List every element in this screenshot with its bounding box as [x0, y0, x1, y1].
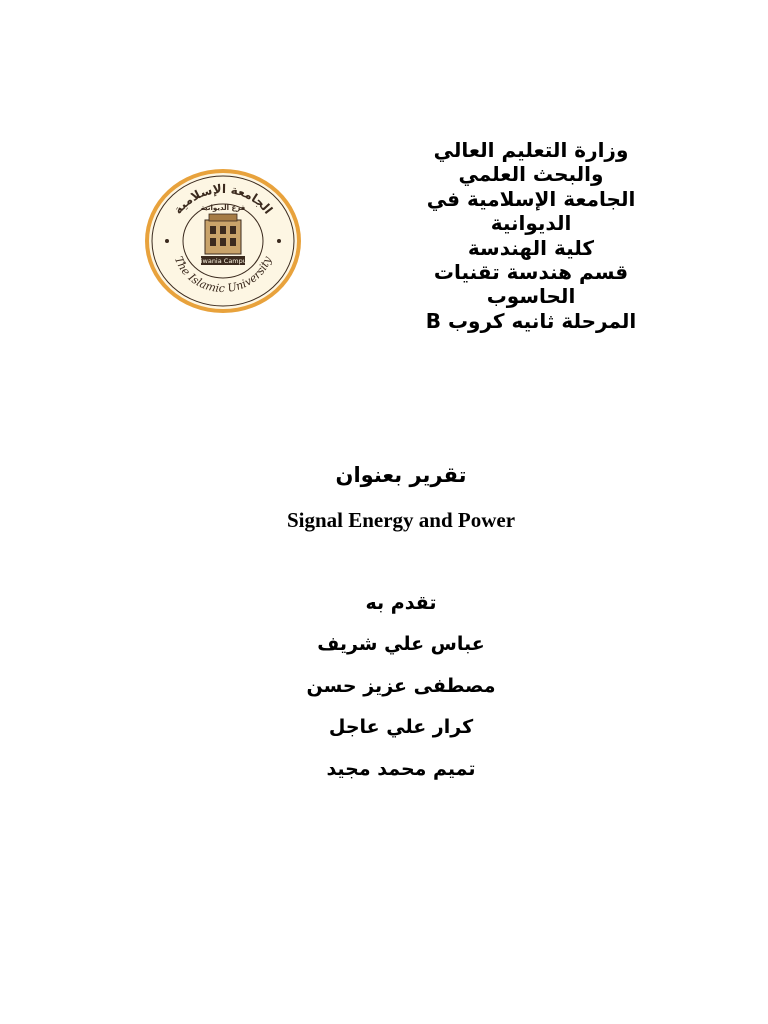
author-name-2: مصطفى عزيز حسن [306, 675, 496, 697]
university-line-2: الديوانية [490, 211, 572, 236]
university-line-1: الجامعة الإسلامية في [426, 186, 636, 211]
author-name-3: كرار علي عاجل [328, 716, 474, 738]
department-line-1: قسم هندسة تقنيات [433, 260, 629, 285]
seal-english-text: The Islamic University [171, 254, 275, 296]
stage-group-line: المرحلة ثانيه كروب B [425, 308, 637, 333]
report-title: Signal Energy and Power [286, 508, 516, 532]
seal-campus-text: Diwania Campus [195, 257, 251, 265]
ministry-line-1: وزارة التعليم العالي [433, 138, 629, 162]
university-logo [143, 168, 303, 315]
seal-arabic-text: الجامعة الإسلامية [170, 181, 276, 217]
author-name-1: عباس علي شريف [317, 633, 485, 655]
university-seal-icon [143, 168, 303, 315]
seal-campus-arabic: فرع الديوانية [200, 204, 246, 212]
authors-intro: تقدم به [365, 592, 437, 614]
department-line-2: الحاسوب [486, 284, 576, 309]
college-line: كلية الهندسة [467, 235, 595, 260]
ministry-line-2: والبحث العلمي [458, 162, 604, 187]
report-label: تقرير بعنوان [335, 463, 467, 487]
author-name-4: تميم محمد مجيد [326, 758, 476, 780]
institution-header [400, 138, 662, 333]
